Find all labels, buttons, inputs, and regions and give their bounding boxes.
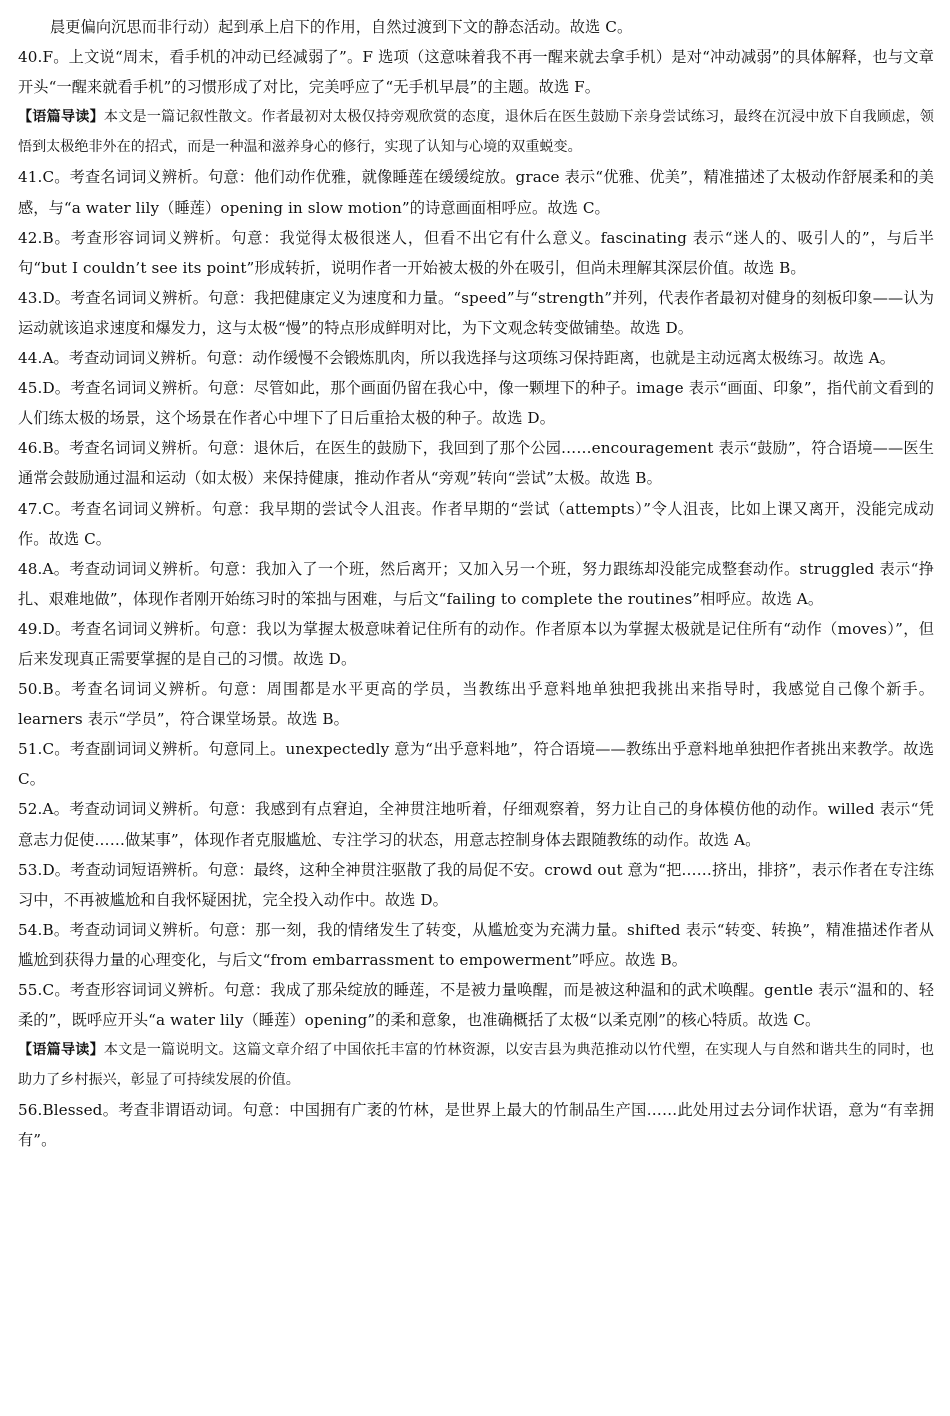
item-number: 55. xyxy=(18,981,43,999)
item-number: 43. xyxy=(18,288,43,307)
item-text: D。考查动词短语辨析。句意：最终，这种全神贯注驱散了我的局促不安。crowd out 意为“把……挤出，排挤”，表示作者在专注练习中，不再被尴尬和自我怀疑困扰，完全投入动作中。故选 D。 xyxy=(18,860,934,909)
item-number: 46. xyxy=(18,439,43,458)
item-text: D。考查名词词义辨析。句意：我把健康定义为速度和力量。“speed”与“strength”并列，代表作者最初对健身的刻板印象——认为运动就该追求速度和爆发力，这与太极“慢”的特点形成鲜明对比，为下文观念转变做铺垫。故选 D。 xyxy=(18,288,934,337)
item-text: C。考查名词词义辨析。句意：他们动作优雅，就像睡莲在缓缓绽放。grace 表示“优雅、优美”，精准描述了太极动作舒展柔和的美感，与“a water lily（睡莲）opening in slow motion”的诗意画面相呼应。故选 C。 xyxy=(18,168,934,217)
item-text: B。考查名词词义辨析。句意：周围都是水平更高的学员，当教练出乎意料地单独把我挑出来指导时，我感觉自己像个新手。learners 表示“学员”，符合课堂场景。故选 B。 xyxy=(18,680,934,729)
item-number: 41. xyxy=(18,168,43,187)
item-number: 51. xyxy=(18,740,43,759)
item-number: 45. xyxy=(18,379,43,398)
guide-text: 本文是一篇记叙性散文。作者最初对太极仅持旁观欣赏的态度，退休后在医生鼓励下亲身尝试练习，最终在沉浸中放下自我顾虑，领悟到太极绝非外在的招式，而是一种温和滋养身心的修行，实现了认知与心境的双重蜕变。 xyxy=(18,109,935,156)
item-number: 49. xyxy=(18,619,43,638)
passage-guide xyxy=(18,1035,934,1095)
answer-item-40 xyxy=(18,42,934,102)
item-number: 48. xyxy=(18,559,43,578)
item-text: A。考查动词词义辨析。句意：动作缓慢不会锻炼肌肉，所以我选择与这项练习保持距离，也就是主动远离太极练习。故选 A。 xyxy=(42,349,896,368)
item-number: 42. xyxy=(18,228,43,247)
guide-tag: 【语篇导读】 xyxy=(18,1042,104,1059)
answer-item-41 xyxy=(18,162,934,222)
item-number: 44. xyxy=(18,349,43,368)
answer-item-50 xyxy=(18,674,934,734)
answer-item-55 xyxy=(18,975,934,1035)
item-text: A。考查动词词义辨析。句意：我加入了一个班，然后离开；又加入另一个班，努力跟练却没能完成整套动作。struggled 表示“挣扎、艰难地做”，体现作者刚开始练习时的笨拙与困难，与后文“failing to complete the routines”相呼应。故选 A。 xyxy=(18,559,934,608)
answer-item-43 xyxy=(18,283,934,343)
item-text: D。考查名词词义辨析。句意：尽管如此，那个画面仍留在我心中，像一颗埋下的种子。image 表示“画面、印象”，指代前文看到的人们练太极的场景，这个场景在作者心中埋下了日后重拾太极的种子。故选 D。 xyxy=(18,379,934,428)
guide-text: 本文是一篇说明文。这篇文章介绍了中国依托丰富的竹林资源，以安吉县为典范推动以竹代塑，在实现人与自然和谐共生的同时，也助力了乡村振兴，彰显了可持续发展的价值。 xyxy=(18,1042,935,1089)
item-text: B。考查名词词义辨析。句意：退休后，在医生的鼓励下，我回到了那个公园……encouragement 表示“鼓励”，符合语境——医生通常会鼓励通过温和运动（如太极）来保持健康，推动作者从“旁观”转向“尝试”太极。故选 B。 xyxy=(18,439,934,488)
item-number: 54. xyxy=(18,920,43,939)
item-text: B。考查形容词词义辨析。句意：我觉得太极很迷人，但看不出它有什么意义。fascinating 表示“迷人的、吸引人的”，与后半句“but I couldn’t see its point”形成转折，说明作者一开始被太极的外在吸引，但尚未理解其深层价值。故选 B。 xyxy=(18,228,934,277)
answer-item-47 xyxy=(18,494,934,554)
answer-item-44 xyxy=(18,343,934,373)
passage-guide xyxy=(18,102,934,162)
item-text: C。考查副词词义辨析。句意同上。unexpectedly 意为“出乎意料地”，符合语境——教练出乎意料地单独把作者挑出来教学。故选 C。 xyxy=(18,740,934,789)
item-text: A。考查动词词义辨析。句意：我感到有点窘迫，全神贯注地听着，仔细观察着，努力让自己的身体模仿他的动作。willed 表示“凭意志力促使……做某事”，体现作者克服尴尬、专注学习的状态，用意志控制身体去跟随教练的动作。故选 A。 xyxy=(18,800,934,849)
answer-item-53 xyxy=(18,855,934,915)
item-text: F。上文说“周末，看手机的冲动已经减弱了”。F 选项（这意味着我不再一醒来就去拿手机）是对“冲动减弱”的具体解释，也与文章开头“一醒来就看手机”的习惯形成了对比，完美呼应了“无手机早晨”的主题。故选 F。 xyxy=(18,48,934,97)
item-text: C。考查名词词义辨析。句意：我早期的尝试令人沮丧。作者早期的“尝试（attempts）”令人沮丧，比如上课又离开，没能完成动作。故选 C。 xyxy=(18,499,934,548)
item-number: 50. xyxy=(18,680,43,699)
item-number: 53. xyxy=(18,860,43,879)
answer-item-52 xyxy=(18,794,934,854)
item-number: 40. xyxy=(18,48,43,67)
intro-line: 晨更偏向沉思而非行动）起到承上启下的作用，自然过渡到下文的静态活动。故选 C。 xyxy=(50,18,633,36)
answer-item-45 xyxy=(18,373,934,433)
answer-item-51 xyxy=(18,734,934,794)
answer-item-54 xyxy=(18,915,934,975)
item-text: C。考查形容词词义辨析。句意：我成了那朵绽放的睡莲，不是被力量唤醒，而是被这种温和的武术唤醒。gentle 表示“温和的、轻柔的”，既呼应开头“a water lily（睡莲）opening”的柔和意象，也准确概括了太极“以柔克刚”的核心特质。故选 C。 xyxy=(18,981,934,1030)
answer-item-48 xyxy=(18,554,934,614)
answer-item-46 xyxy=(18,433,934,493)
item-text: D。考查名词词义辨析。句意：我以为掌握太极意味着记住所有的动作。作者原本以为掌握太极就是记住所有“动作（moves）”，但后来发现真正需要掌握的是自己的习惯。故选 D。 xyxy=(18,619,934,668)
guide-tag: 【语篇导读】 xyxy=(18,109,104,126)
item-text: Blessed。考查非谓语动词。句意：中国拥有广袤的竹林，是世界上最大的竹制品生产国……此处用过去分词作状语，意为“有幸拥有”。 xyxy=(18,1101,934,1150)
item-number: 52. xyxy=(18,800,43,819)
answer-item-56 xyxy=(18,1095,934,1155)
answer-item-49 xyxy=(18,614,934,674)
answer-item-42 xyxy=(18,223,934,283)
item-number: 56. xyxy=(18,1101,43,1120)
item-number: 47. xyxy=(18,499,43,518)
item-text: B。考查动词词义辨析。句意：那一刻，我的情绪发生了转变，从尴尬变为充满力量。shifted 表示“转变、转换”，精准描述作者从尴尬到获得力量的心理变化，与后文“from embarrassment to empowerment”呼应。故选 B。 xyxy=(18,920,934,969)
